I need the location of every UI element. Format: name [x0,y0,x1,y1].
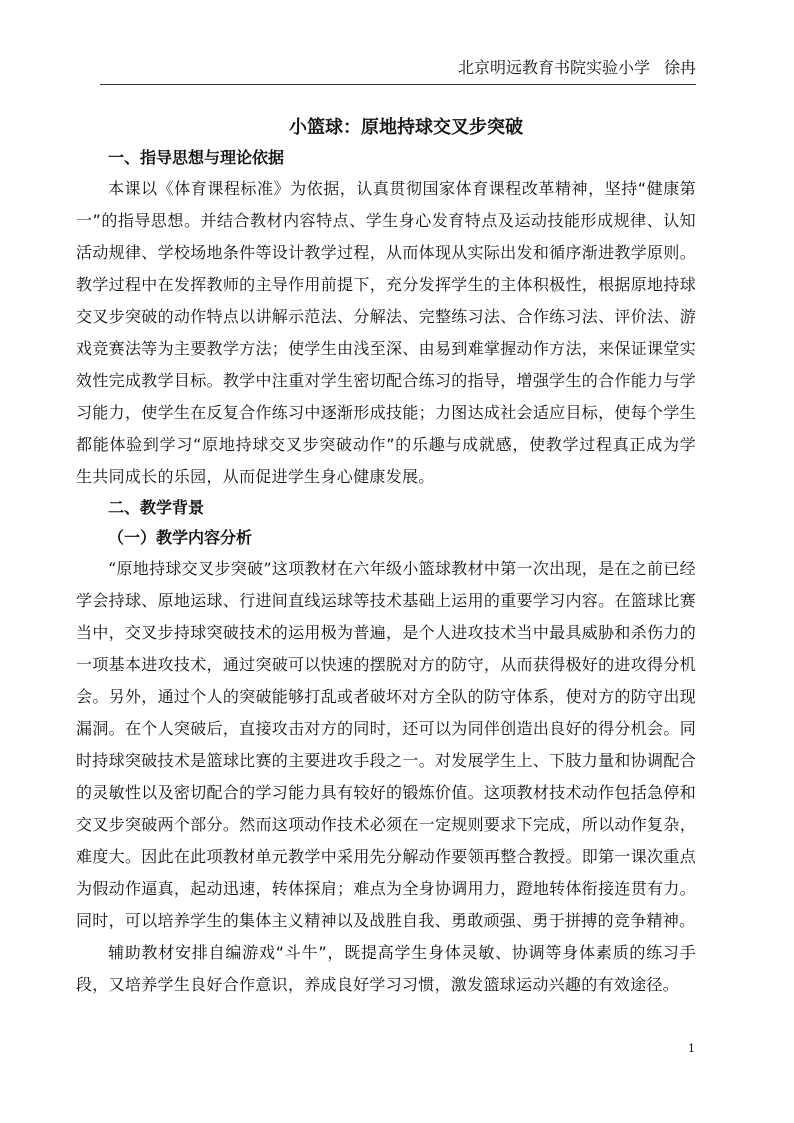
page-number: 1 [688,1042,695,1055]
page-header [100,56,696,85]
header-author: 徐冉 [663,58,696,77]
document-body [76,113,696,1001]
section-2-paragraph-1-rest: 是在之前已经学会持球、原地运球、行进间直线运球等技术基础上运用的重要学习内容。在篮球比赛当中，交叉步持球突破技术的运用极为普遍，是个人进攻技术当中最具威胁和杀伤力的一项基本进攻技术，通过突破可以快速的摆脱对方的防守，从而获得极好的进攻得分机会。另外，通过个人的突破能够打乱或者破坏对方全队的防守体系，使对方的防守出现漏洞。在个人突破后，直接攻击对方的同时，还可以为同伴创造出良好的得分机会。同时持球突破技术是篮球比赛的主要进攻手段之一。对发展学生上、下肢力量和协调配合的灵敏性以及密切配合的学习能力具有较好的锻炼价值。这项教材技术动作包括急停和交叉步突破两个部分。然而这项动作技术必须在一定规则要求下完成，所以动作复杂，难度大。因此在此项教材单元教学中采用先分解动作要领再整合教授。即第一课次重点为假动作逼真，起动迅速，转体探肩；难点为全身协调用力，蹬地转体衔接连贯有力。同时，可以培养学生的集体主义精神以及战胜自我、勇敢顽强、勇于拼搏的竞争精神。 [76,559,696,930]
header-school: 北京明远教育书院实验小学 [457,58,650,77]
section-1-heading: 一、指导思想与理论依据 [108,148,285,167]
section-2-heading: 二、教学背景 [108,498,205,517]
section-2-paragraph-2: 辅助教材安排自编游戏“斗牛”，既提高学生身体灵敏、协调等身体素质的练习手段，又培养学生良好合作意识，养成良好学习习惯，激发篮球运动兴趣的有效途径。 [76,943,696,994]
section-2-paragraph-1 [76,553,696,937]
section-1-paragraph: 本课以《体育课程标准》为依据，认真贯彻国家体育课程改革精神，坚持“健康第一”的指导思想。并结合教材内容特点、学生身心发育特点及运动技能形成规律、认知活动规律、学校场地条件等设计教学过程，从而体现从实际出发和循序渐进教学原则。教学过程中在发挥教师的主导作用前提下，充分发挥学生的主体积极性，根据原地持球交叉步突破的动作特点以讲解示范法、分解法、完整练习法、合作练习法、评价法、游戏竞赛法等为主要教学方法；使学生由浅至深、由易到难掌握动作方法，来保证课堂实效性完成教学目标。教学中注重对学生密切配合练习的指导，增强学生的合作能力与学习能力，使学生在反复合作练习中逐渐形成技能；力图达成社会适应目标，使每个学生都能体验到学习“原地持球交叉步突破动作”的乐趣与成就感，使教学过程真正成为学生共同成长的乐园，从而促进学生身心健康发展。 [76,179,696,486]
section-2-paragraph-1-quote: “原地持球交叉步突破”这项教材在六年级小篮球教材中第一次出现， [108,559,599,578]
section-2-subheading: （一）教学内容分析 [108,528,253,547]
document-title: 小篮球：原地持球交叉步突破 [289,117,523,138]
